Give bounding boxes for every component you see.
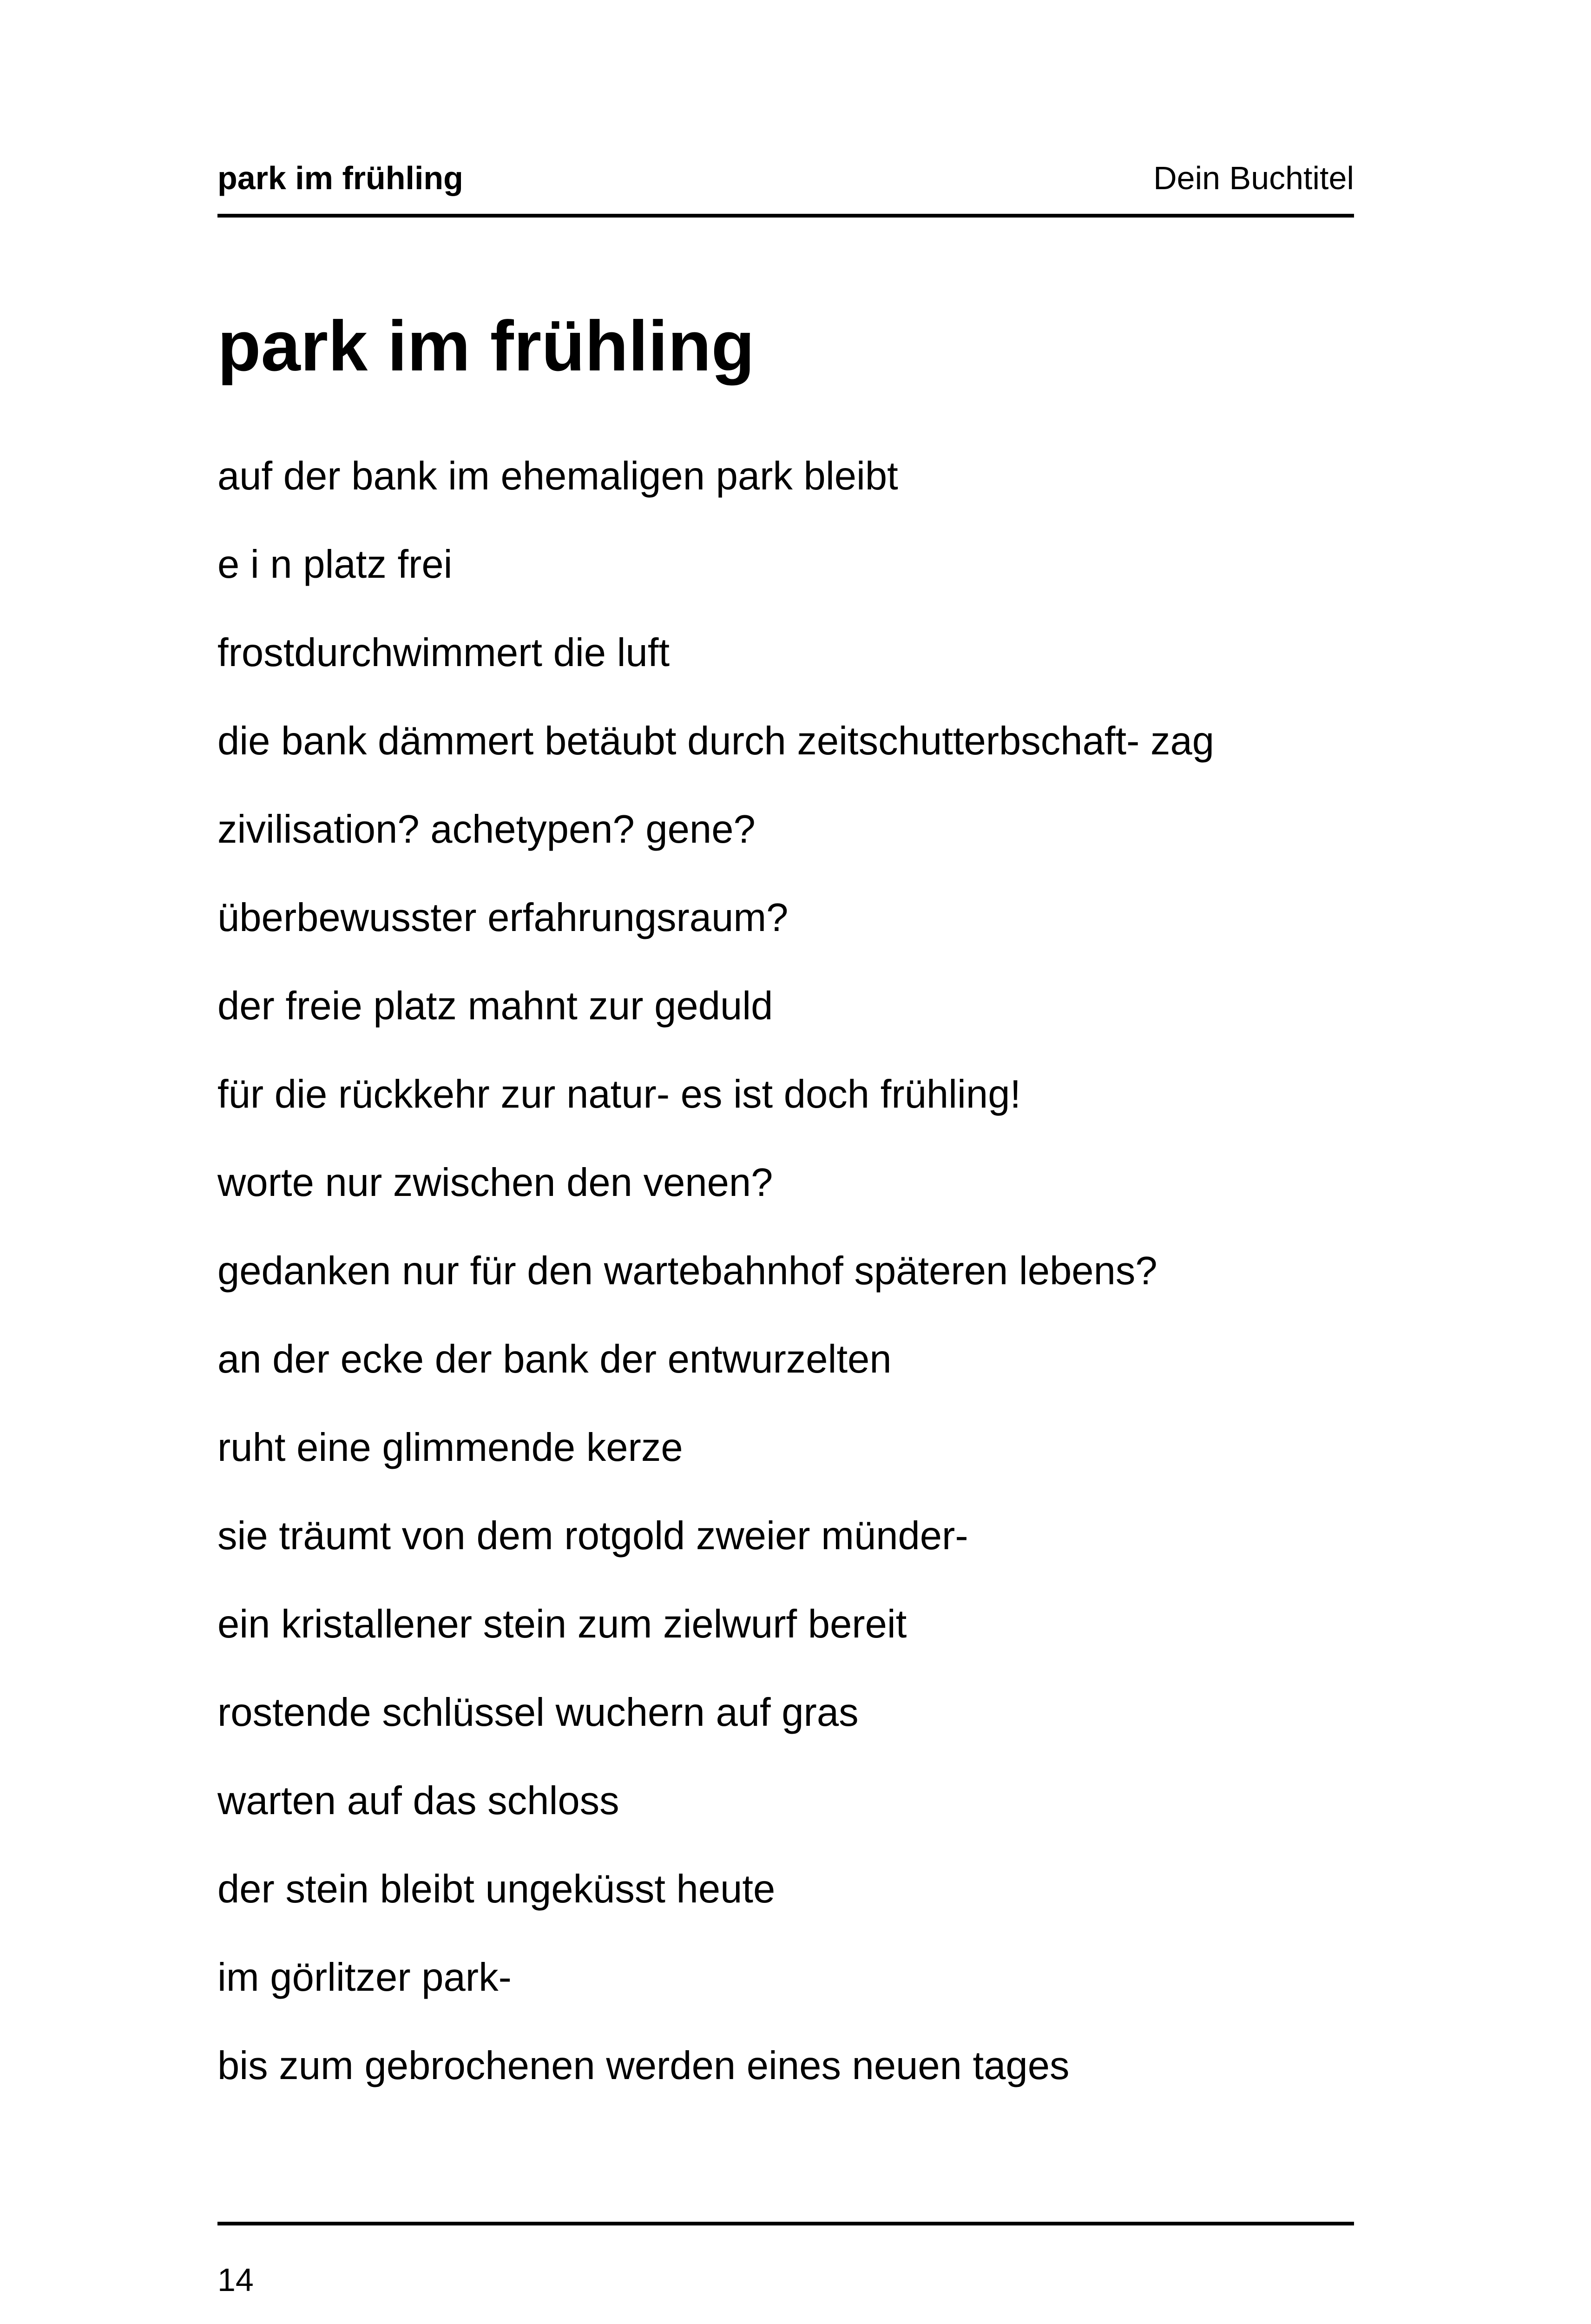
poem-line: die bank dämmert betäubt durch zeitschutterbschaft- zag xyxy=(217,719,1215,763)
poem-line: bis zum gebrochenen werden eines neuen tages xyxy=(217,2044,1070,2088)
running-header xyxy=(217,158,1354,218)
poem-line: warten auf das schloss xyxy=(217,1779,619,1823)
poem-line: worte nur zwischen den venen? xyxy=(217,1161,773,1205)
poem-line: der stein bleibt ungeküsst heute xyxy=(217,1867,776,1911)
poem-line: sie träumt von dem rotgold zweier münder- xyxy=(217,1514,968,1558)
poem-line: im görlitzer park- xyxy=(217,1955,512,2000)
poem-line: rostende schlüssel wuchern auf gras xyxy=(217,1690,859,1735)
poem-body xyxy=(217,432,1354,2110)
poem-title: park im frühling xyxy=(217,306,755,386)
header-book-title: Dein Buchtitel xyxy=(1153,160,1354,196)
poem-line: frostdurchwimmert die luft xyxy=(217,631,670,675)
poem-line: ein kristallener stein zum zielwurf bereit xyxy=(217,1602,907,1646)
footer-divider xyxy=(217,2222,1354,2225)
poem-line: gedanken nur für den wartebahnhof späteren lebens? xyxy=(217,1249,1157,1293)
header-chapter-title: park im frühling xyxy=(217,160,463,196)
poem-line: an der ecke der bank der entwurzelten xyxy=(217,1337,892,1381)
poem-line: zivilisation? achetypen? gene? xyxy=(217,807,756,852)
poem-line: der freie platz mahnt zur geduld xyxy=(217,984,773,1028)
poem-line: überbewusster erfahrungsraum? xyxy=(217,896,789,940)
poem-line: auf der bank im ehemaligen park bleibt xyxy=(217,454,898,498)
poem-line: für die rückkehr zur natur- es ist doch frühling! xyxy=(217,1072,1021,1116)
page-number: 14 xyxy=(217,2262,254,2298)
poem-line: e i n platz frei xyxy=(217,542,453,587)
poem-line: ruht eine glimmende kerze xyxy=(217,1426,683,1470)
